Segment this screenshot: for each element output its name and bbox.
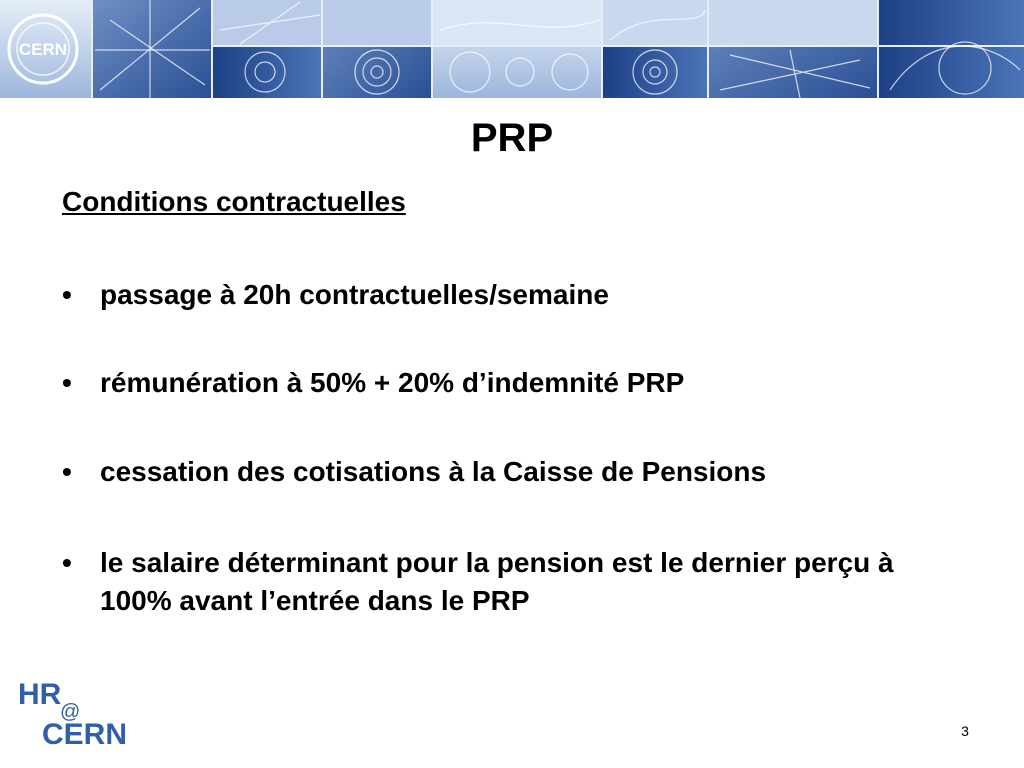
bullet-marker: • — [62, 279, 72, 310]
bullet-marker: • — [62, 456, 72, 487]
at-symbol: @ — [60, 701, 81, 723]
header-banner — [0, 0, 1024, 98]
bullet-text: passage à 20h contractuelles/semaine — [100, 279, 609, 310]
bullet-text: cessation des cotisations à la Caisse de Pensions — [100, 456, 767, 487]
slide-title: PRP — [470, 116, 554, 160]
hr-cern-logo — [14, 672, 144, 750]
bullet-text: le salaire déterminant pour la pension est le dernier perçu à 100% avant l’entrée dans le PRP — [100, 547, 894, 616]
bullet-marker: • — [62, 547, 72, 578]
cern-footer-logo-text: CERN — [42, 718, 128, 750]
hr-logo-text: HR — [18, 678, 62, 711]
particle-collage-banner — [0, 0, 1024, 98]
cern-logo-text: CERN — [18, 40, 68, 59]
bullet-text: rémunération à 50% + 20% d’indemnité PRP — [100, 367, 685, 398]
bullet-marker: • — [62, 367, 72, 398]
cern-logo — [4, 10, 82, 88]
slide-subtitle: Conditions contractuelles — [62, 186, 406, 217]
page-number: 3 — [961, 723, 969, 739]
